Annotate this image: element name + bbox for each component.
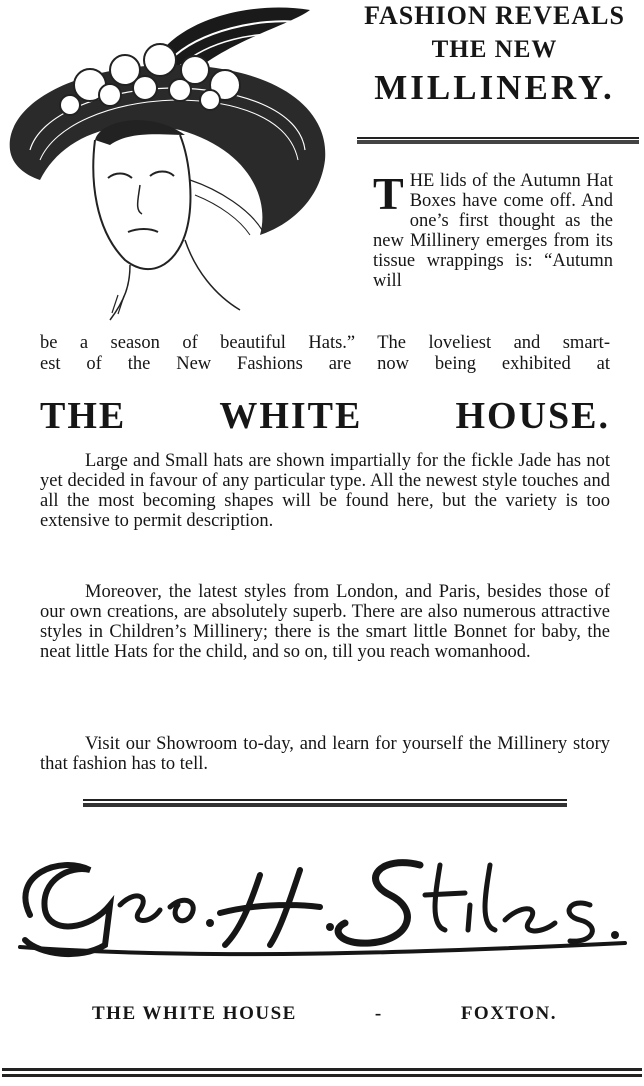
- intro-continued-line-1: be a season of beautiful Hats.” The loveliest and smart-: [40, 333, 610, 353]
- drop-cap: T: [373, 168, 404, 219]
- footer-address: [92, 1003, 557, 1025]
- footer-store: THE WHITE HOUSE: [92, 1003, 297, 1024]
- footer-town: FOXTON.: [460, 1003, 557, 1024]
- signature-mark: [0, 835, 644, 975]
- intro-paragraph: [373, 168, 613, 291]
- store-name-word-1: THE: [40, 395, 127, 437]
- headline-line-3: MILLINERY.: [374, 67, 615, 107]
- intro-continued-line-2: est of the New Fashions are now being exhibited at: [40, 354, 610, 374]
- headline-block: [345, 0, 644, 106]
- store-name-word-3: HOUSE.: [455, 395, 610, 437]
- intro-text: HE lids of the Autumn Hat Boxes have come off. And one’s first thought as the new Millinery emerges from its tissue wrappings is: “Autumn will: [373, 171, 613, 291]
- body-paragraph-2: Large and Small hats are shown impartially for the fickle Jade has not yet decided in favour of any particular type. All the newest style touches and all the most becoming shapes will be found here, but the variety is too extensive to permit description.: [40, 451, 610, 531]
- bottom-divider-rule: [2, 1068, 642, 1080]
- top-divider-rule: [357, 137, 639, 146]
- store-name-word-2: WHITE: [219, 395, 363, 437]
- headline-line-1: FASHION REVEALS: [364, 1, 625, 30]
- body-paragraph-3: Moreover, the latest styles from London, and Paris, besides those of our own creations, are absolutely superb. There are also numerous attractive styles in Children’s Millinery; there is the smart little Bonnet for baby, the neat little Hats for the child, and so on, till you reach womanhood.: [40, 582, 610, 662]
- body-paragraph-4: Visit our Showroom to-day, and learn for yourself the Millinery story that fashion has to tell.: [40, 734, 610, 774]
- woman-in-hat-illustration: [0, 0, 340, 330]
- store-name-banner: [40, 394, 610, 438]
- middle-divider-rule: [83, 799, 567, 808]
- headline-line-2: THE NEW: [431, 36, 558, 64]
- footer-separator: -: [374, 1003, 383, 1024]
